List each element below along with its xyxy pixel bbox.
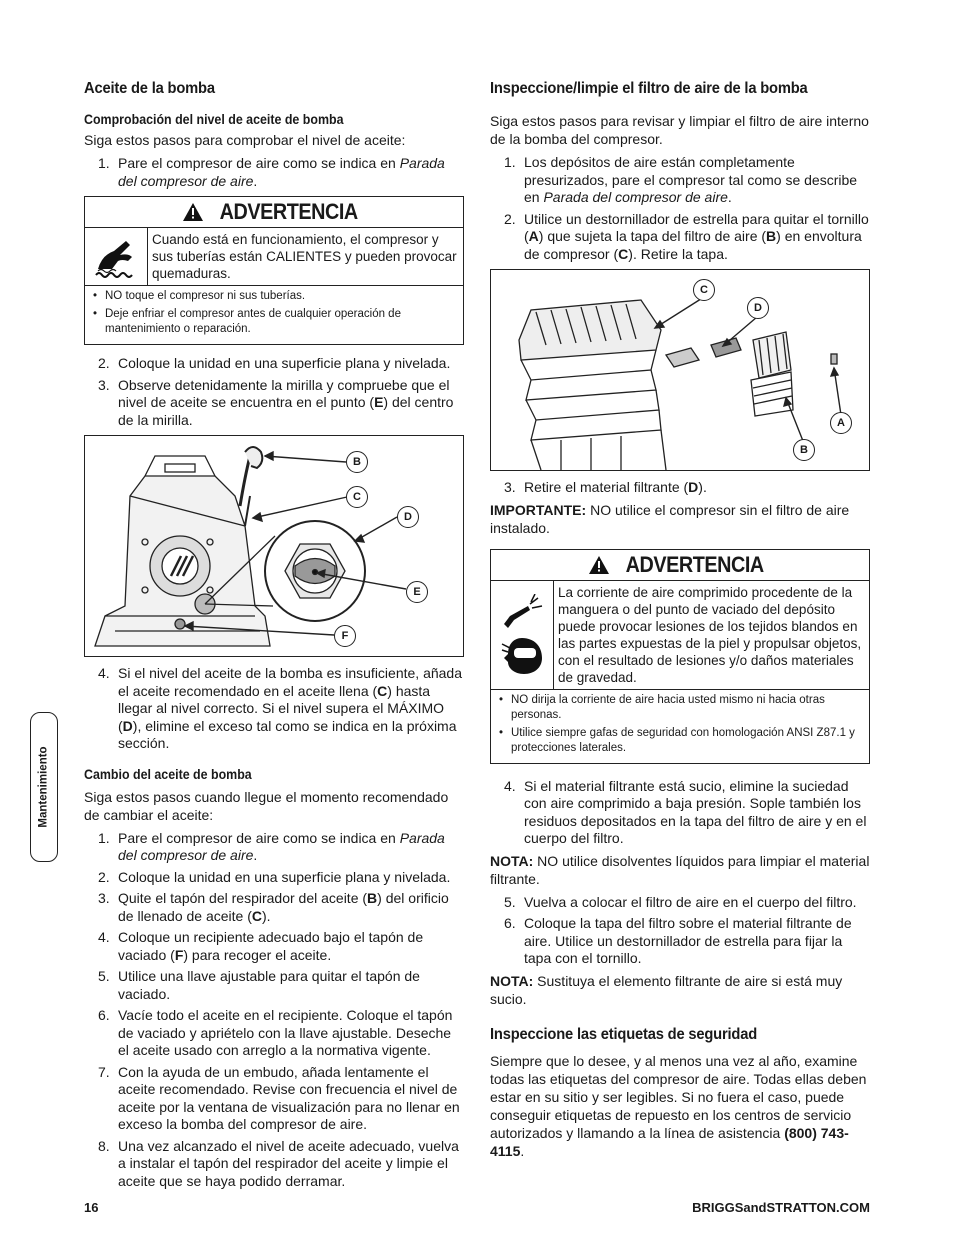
warning-title: ADVERTENCIA (219, 199, 359, 224)
compressor-head-illustration (491, 270, 870, 470)
warning-box-air (490, 549, 870, 764)
list-item: 3. Observe detenidamente la mirilla y compruebe que el nivel de aceite se encuentra en el punto (E) del centro de la mirilla. (98, 376, 454, 428)
list-item: 5. Vuelva a colocar el filtro de aire en el cuerpo del filtro. (504, 893, 857, 910)
heading-safety-labels: Inspeccione las etiquetas de seguridad (490, 1025, 758, 1043)
note-solvents: NOTA: NO utilice disolventes líquidos para limpiar el material filtrante. (490, 852, 870, 887)
callout-d: D (747, 297, 769, 319)
air-nozzle-icon (500, 594, 544, 630)
callout-e: E (406, 581, 428, 603)
callout-d: D (397, 506, 419, 528)
warning-bullet: • NO dirija la corriente de aire hacia usted mismo ni hacia otras personas. (495, 693, 865, 723)
oil-change-steps (84, 830, 464, 1191)
intro-air-filter: Siga estos pasos para revisar y limpiar el filtro de aire interno de la bomba del compresor. (490, 113, 869, 147)
callout-b: B (793, 439, 815, 461)
list-item: 4. Coloque un recipiente adecuado bajo el tapón de vaciado (F) para recoger el aceite. (98, 929, 424, 963)
air-filter-steps-c (490, 778, 870, 848)
helpline-phone: (800) 743-4115 (490, 1124, 849, 1159)
heading-pump-oil: Aceite de la bomba (84, 80, 215, 97)
list-item: 1. Los depósitos de aire están completamente presurizados, pare el compresor tal como se describe en Parada del compresor de aire. (504, 154, 858, 205)
oil-check-steps-b (84, 355, 464, 429)
warning-body (85, 228, 463, 286)
list-item: 2. Coloque la unidad en una superficie plana y nivelada. (98, 868, 451, 885)
heading-air-filter: Inspeccione/limpie el filtro de aire de la bomba (490, 80, 808, 97)
subheading-oil-change: Cambio del aceite de bomba (84, 766, 252, 782)
warning-triangle-icon (588, 555, 610, 575)
list-item: 5. Utilice una llave ajustable para quitar el tapón de vaciado. (98, 968, 420, 1002)
callout-b: B (346, 451, 368, 473)
warning-bullet: • Deje enfriar el compresor antes de cualquier operación de mantenimiento o reparación. (89, 307, 459, 337)
warning-triangle-icon (182, 202, 204, 222)
intro-oil-check: Siga estos pasos para comprobar el nivel de aceite: (84, 132, 406, 148)
intro-oil-change: Siga estos pasos cuando llegue el momento recomendado de cambiar el aceite: (84, 788, 449, 823)
warning-body (491, 581, 869, 690)
hot-surface-icon-cell (85, 228, 148, 285)
footer-website: BRIGGSandSTRATTON.COM (692, 1200, 870, 1215)
hot-surface-icon (92, 235, 140, 279)
oil-check-steps-c (84, 665, 464, 753)
warning-bullet: • Utilice siempre gafas de seguridad con homologación ANSI Z87.1 y protecciones laterales. (495, 726, 865, 756)
left-column (84, 80, 464, 1194)
warning-text: Cuando está en funcionamiento, el compresor y sus tuberías están CALIENTES y pueden provocar quemaduras. (152, 232, 457, 281)
list-item: 1. Pare el compresor de aire como se indica en Parada del compresor de aire. (98, 155, 445, 189)
callout-c: C (346, 486, 368, 508)
right-column (490, 80, 870, 1166)
list-item: 6. Vacíe todo el aceite en el recipiente. Coloque el tapón de vaciado y apriételo con la llave ajustable. Deseche el aceite usado con arreglo a la normativa vigente. (98, 1007, 453, 1058)
page-number: 16 (84, 1200, 99, 1215)
side-tab-maintenance: Mantenimiento (30, 712, 58, 862)
callout-a: A (830, 412, 852, 434)
air-filter-steps-a (490, 154, 870, 263)
warning-title: ADVERTENCIA (625, 551, 765, 577)
warning-bullets (491, 690, 869, 763)
warning-header (491, 550, 869, 581)
callout-c: C (693, 279, 715, 301)
list-item: 8. Una vez alcanzado el nivel de aceite adecuado, vuelva a instalar el tapón del respirador del aceite y limpie el aceite que se haya podido derramar. (98, 1137, 459, 1189)
safety-labels-text: Siempre que lo desee, y al menos una vez al año, examine todas las etiquetas del compresor de aire. Todas ellas deben estar en su sitio y ser legibles. Si no fuera el caso, puede conseguir etiquetas de repuesto en los centros de servicio autorizados y llamando a la línea de asistencia (800) 743-4115. (490, 1052, 867, 1159)
list-item: 6. Coloque la tapa del filtro sobre el material filtrante de aire. Utilice un destornillador de estrella para fijar la tapa con el tornillo. (504, 915, 852, 966)
warning-text: La corriente de aire comprimido procedente de la manguera o del punto de vaciado del depósito puede provocar lesiones de los tejidos blandos en las partes expuestas de la piel y propulsar objetos, con el resultado de lesiones y/o daños materiales de gravedad. (558, 584, 862, 685)
important-note: IMPORTANTE: NO utilice el compresor sin el filtro de aire instalado. (490, 501, 850, 536)
warning-header (85, 197, 463, 228)
air-filter-steps-b (490, 479, 870, 497)
list-item: 4. Si el nivel del aceite de la bomba es insuficiente, añada el aceite recomendado en el aceite llena (C) hasta llegar al nivel correcto. Si el nivel supera el MÁXIMO (D), elimine el exceso tal como se indica en la próxima sección. (98, 665, 462, 751)
list-item: 7. Con la ayuda de un embudo, añada lentamente el aceite recomendado. Revise con frecuencia el nivel de aceite por la ventana de visualización para no llenar en exceso la bomba del compresor de aire. (98, 1063, 460, 1132)
figure-air-filter (490, 269, 870, 471)
warning-bullets (85, 286, 463, 344)
list-item: 3. Retire el material filtrante (D). (504, 479, 707, 495)
list-item: 2. Utilice un destornillador de estrella para quitar el tornillo (A) que sujeta la tapa del filtro de aire (B) en envoltura de compresor (C). Retire la tapa. (504, 210, 869, 262)
list-item: 2. Coloque la unidad en una superficie plana y nivelada. (98, 355, 451, 371)
air-hazard-icon-cell (491, 581, 554, 689)
list-item: 4. Si el material filtrante está sucio, elimine la suciedad con aire comprimido a baja presión. Sople también los residuos depositados en la tapa del filtro de aire y en el cuerpo del filtro. (504, 777, 867, 846)
warning-box-hot (84, 196, 464, 345)
pump-illustration (85, 436, 464, 656)
subheading-oil-check: Comprobación del nivel de aceite de bomba (84, 112, 344, 127)
safety-goggles-icon (500, 636, 544, 676)
callout-f: F (334, 625, 356, 647)
list-item: 3. Quite el tapón del respirador del aceite (B) del orificio de llenado de aceite (C). (98, 890, 449, 924)
oil-check-steps-a (84, 155, 464, 190)
air-filter-steps-d (490, 894, 870, 968)
note-replace-filter: NOTA: Sustituya el elemento filtrante de aire si está muy sucio. (490, 972, 843, 1007)
figure-oil-pump (84, 435, 464, 657)
warning-bullet: • NO toque el compresor ni sus tuberías. (89, 289, 459, 304)
list-item: 1. Pare el compresor de aire como se indica en Parada del compresor de aire. (98, 829, 445, 863)
